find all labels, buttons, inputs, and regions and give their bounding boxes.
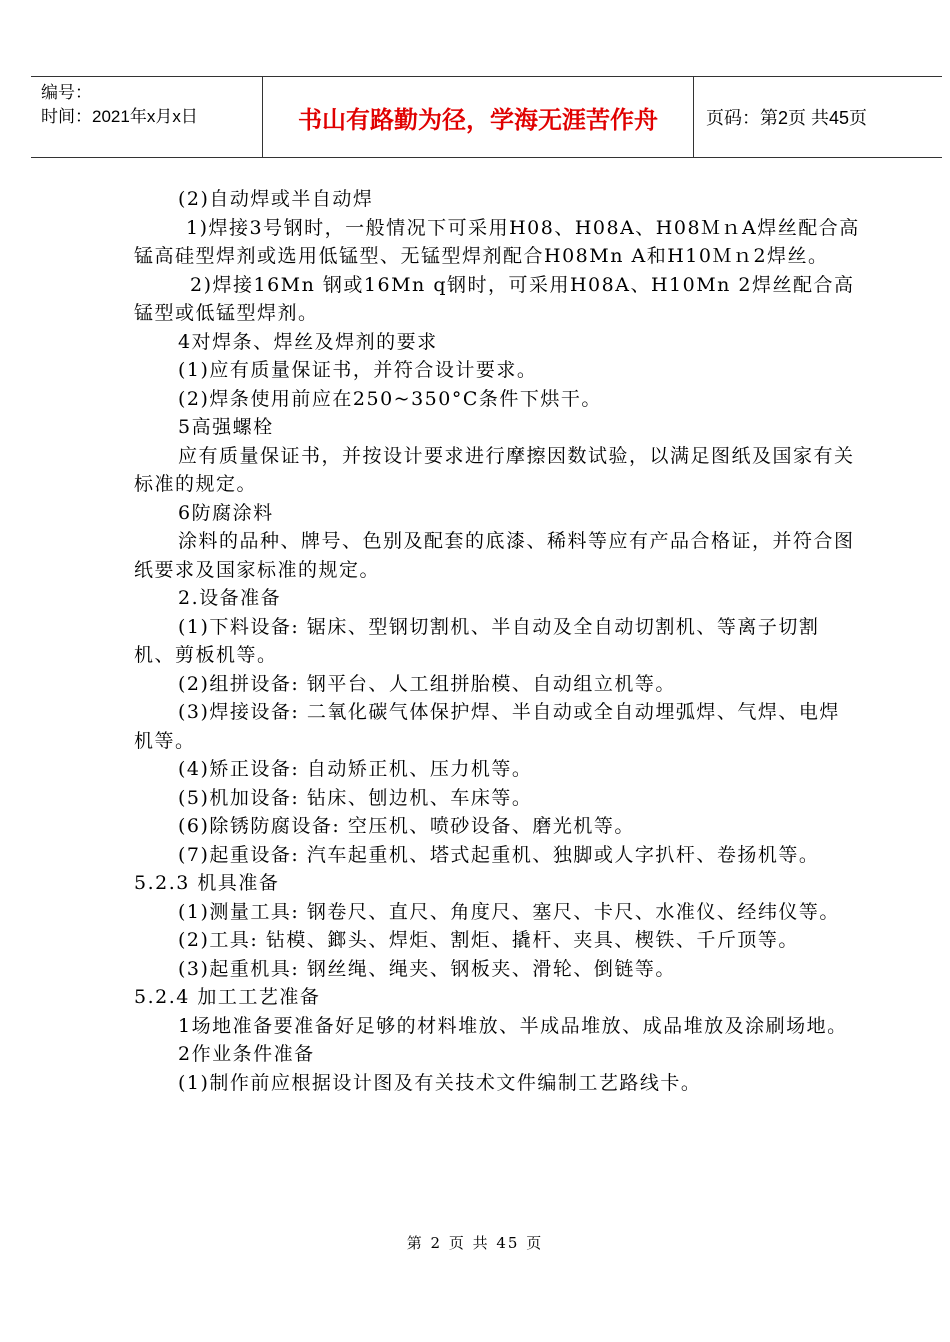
header-meta-cell <box>31 77 263 157</box>
header-motto-cell <box>263 77 694 157</box>
body-paragraph: (2)自动焊或半自动焊 <box>178 188 374 210</box>
body-paragraph: (1)应有质量保证书，并符合设计要求。 <box>178 359 538 381</box>
header-motto: 书山有路勤为径，学海无涯苦作舟 <box>298 105 658 134</box>
body-paragraph: 2作业条件准备 <box>178 1043 315 1065</box>
body-paragraph: 4对焊条、焊丝及焊剂的要求 <box>178 330 438 353</box>
body-paragraph: (2)组拼设备: 钢平台、人工组拼胎模、自动组立机等。 <box>178 672 676 695</box>
body-paragraph: 5高强螺栓 <box>178 416 274 438</box>
body-paragraph: (7)起重设备: 汽车起重机、塔式起重机、独脚或人字扒杆、卷扬机等。 <box>178 843 820 866</box>
body-paragraph: (1)制作前应根据设计图及有关技术文件编制工艺路线卡。 <box>178 1071 702 1094</box>
body-paragraph: (4)矫正设备: 自动矫正机、压力机等。 <box>178 758 533 780</box>
body-paragraph: (6)除锈防腐设备: 空压机、喷砂设备、磨光机等。 <box>178 815 635 837</box>
body-paragraph: (2)工具: 钻模、鎯头、焊炬、割炬、撬杆、夹具、楔铁、千斤顶等。 <box>178 929 799 951</box>
footer-page-number: 第 2 页 共 45 页 <box>406 1234 544 1252</box>
document-date-label: 时间：2021年x月x日 <box>41 107 198 126</box>
body-paragraph: 1场地准备要准备好足够的材料堆放、半成品堆放、成品堆放及涂刷场地。 <box>178 1014 848 1037</box>
body-paragraph: (1)测量工具: 钢卷尺、直尺、角度尺、塞尺、卡尺、水准仪、经纬仪等。 <box>178 900 840 923</box>
header-page-info: 页码：第2页 共45页 <box>706 108 868 128</box>
document-body <box>134 185 860 1097</box>
body-paragraph: (3)焊接设备: 二氧化碳气体保护焊、半自动或全自动埋弧焊、气焊、电焊机等。 <box>134 701 840 752</box>
body-paragraph: 2)焊接16Mn 钢或16Mn q钢时，可采用H08A、H10Mn 2焊丝配合高锰型或低锰型焊剂。 <box>134 273 855 324</box>
page-header <box>31 76 942 158</box>
document-number-label: 编号： <box>41 83 92 102</box>
header-page-cell <box>694 77 942 157</box>
body-paragraph: (1)下料设备: 锯床、型钢切割机、半自动及全自动切割机、等离子切割机、剪板机等。 <box>134 615 820 666</box>
body-paragraph: (2)焊条使用前应在250~350°C条件下烘干。 <box>178 387 602 410</box>
body-paragraph: 2.设备准备 <box>178 587 282 609</box>
body-paragraph: (3)起重机具: 钢丝绳、绳夹、钢板夹、滑轮、倒链等。 <box>178 957 676 980</box>
body-paragraph: 5.2.3 机具准备 <box>134 872 280 894</box>
body-paragraph: 5.2.4 加工工艺准备 <box>134 986 321 1008</box>
page-footer <box>0 1232 950 1253</box>
body-paragraph: 应有质量保证书，并按设计要求进行摩擦因数试验，以满足图纸及国家有关标准的规定。 <box>134 444 855 495</box>
body-paragraph: 涂料的品种、牌号、色别及配套的底漆、稀料等应有产品合格证，并符合图纸要求及国家标准的规定。 <box>134 530 855 581</box>
body-paragraph: 1)焊接3号钢时，一般情况下可采用H08、H08A、H08ＭｎA焊丝配合高锰高硅型焊剂或选用低锰型、无锰型焊剂配合H08Mn A和H10Ｍｎ2焊丝。 <box>134 216 860 267</box>
body-paragraph: 6防腐涂料 <box>178 501 274 524</box>
body-paragraph: (5)机加设备: 钻床、刨边机、车床等。 <box>178 786 533 809</box>
